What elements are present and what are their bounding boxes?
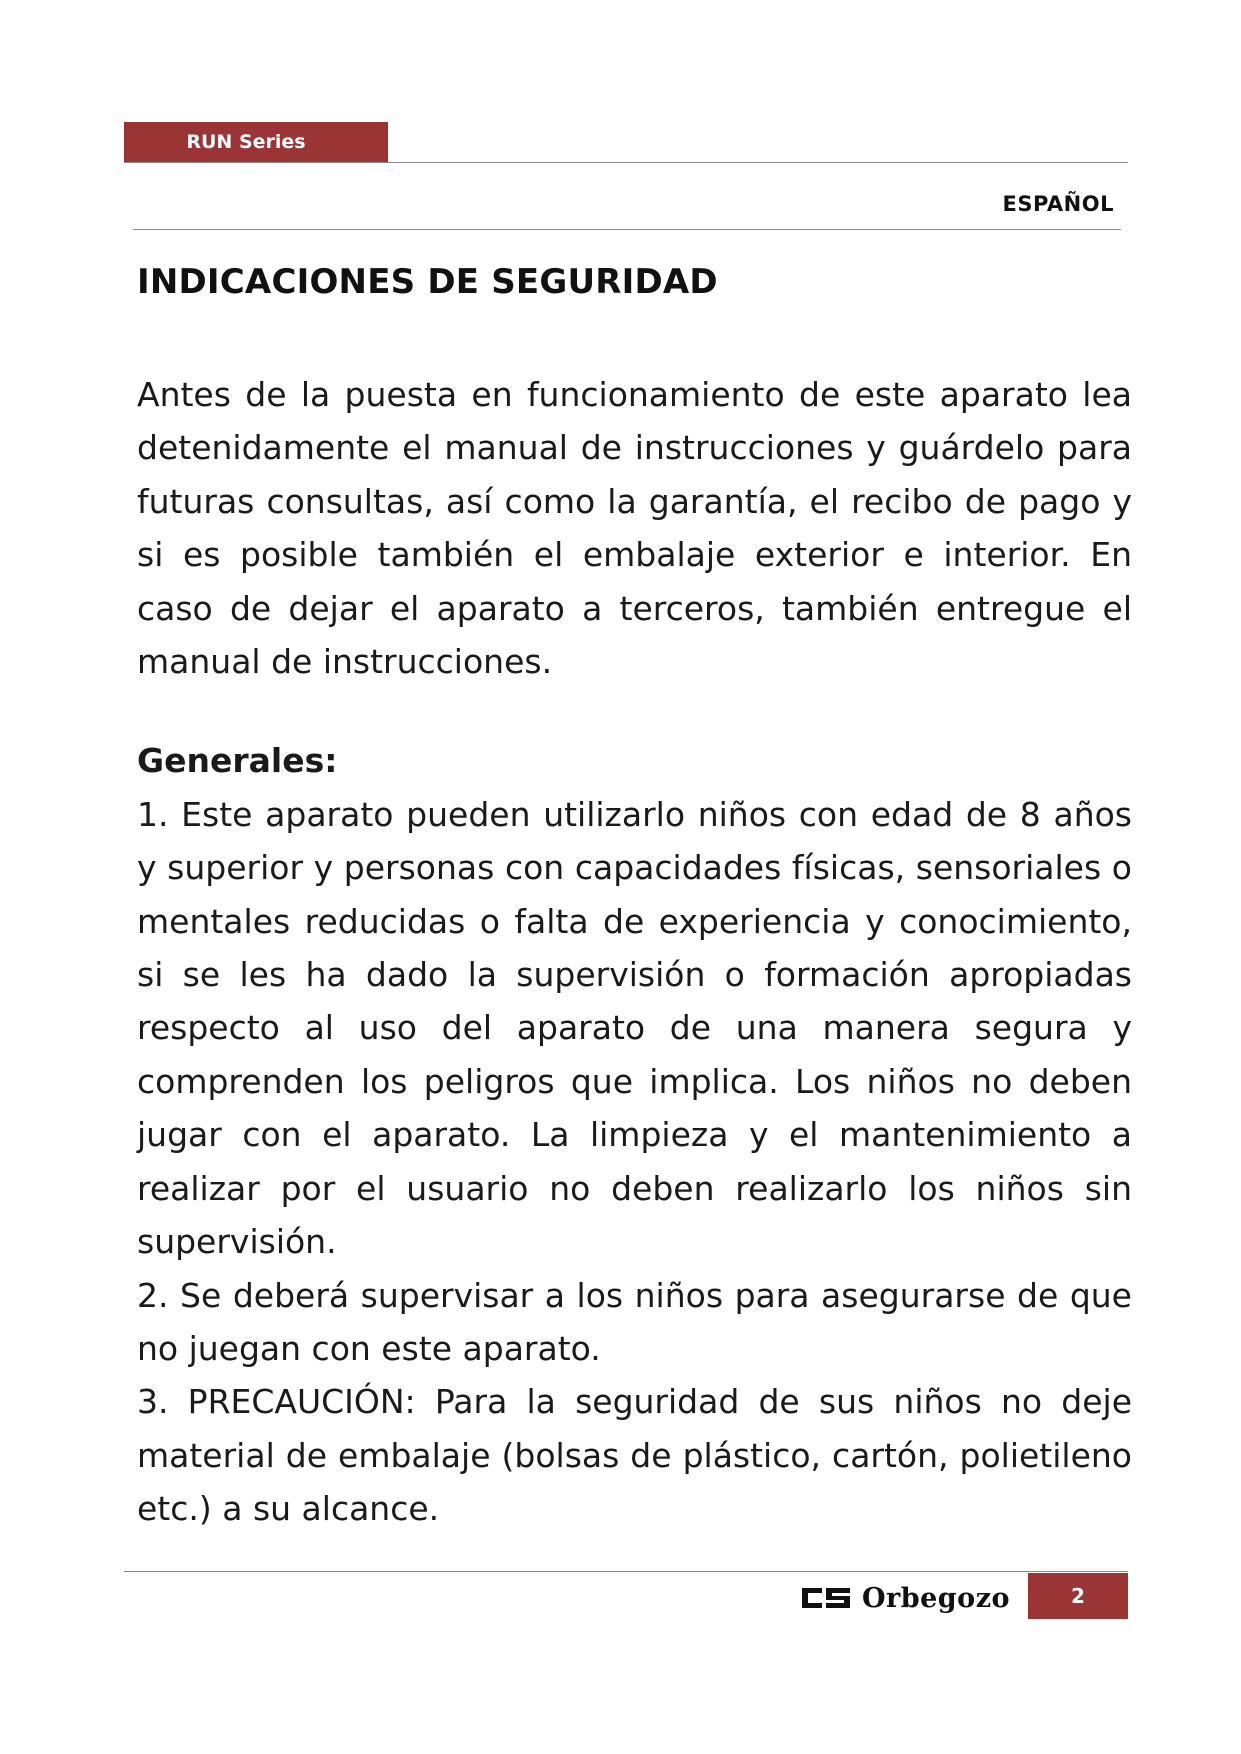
page-number: 2 xyxy=(1028,1573,1128,1619)
intro-paragraph: Antes de la puesta en funcionamiento de este aparato lea detenidamente el manual de instrucciones y guárdelo para futuras consultas, así como la garantía, el recibo de pago y si es posible también el embalaje exterior e interior. En caso de dejar el aparato a terceros, también entregue el manual de instrucciones. xyxy=(137,375,1132,682)
brand-name: Orbegozo xyxy=(862,1582,1011,1614)
header-rule xyxy=(124,162,1128,163)
generales-heading: Generales: xyxy=(137,741,338,781)
list-item: 2. Se deberá supervisar a los niños para asegurarse de que no juegan con este aparato. xyxy=(137,1275,1132,1368)
series-label: RUN Series xyxy=(186,131,306,153)
section-title: INDICACIONES DE SEGURIDAD xyxy=(137,262,718,302)
brand-logo xyxy=(800,1580,1022,1616)
main-content xyxy=(137,368,1132,1536)
series-tab xyxy=(124,122,388,162)
list-item: 3. PRECAUCIÓN: Para la seguridad de sus niños no deje material de embalaje (bolsas de plástico, cartón, polietileno etc.) a su alcance. xyxy=(137,1382,1132,1529)
list-item: 1. Este aparato pueden utilizarlo niños con edad de 8 años y superior y personas con capacidades físicas, sensoriales o mentales reducidas o falta de experiencia y conocimiento, si se les ha dado la supervisión o formación apropiadas respecto al uso del aparato de una manera segura y comprenden los peligros que implica. Los niños no deben jugar con el aparato. La limpieza y el mantenimiento a realizar por el usuario no deben realizarlo los niños sin supervisión. xyxy=(137,794,1132,1262)
language-rule xyxy=(133,229,1121,230)
brand-mark-icon xyxy=(800,1585,852,1611)
language-label: ESPAÑOL xyxy=(1002,192,1114,216)
footer-rule xyxy=(124,1571,1128,1572)
